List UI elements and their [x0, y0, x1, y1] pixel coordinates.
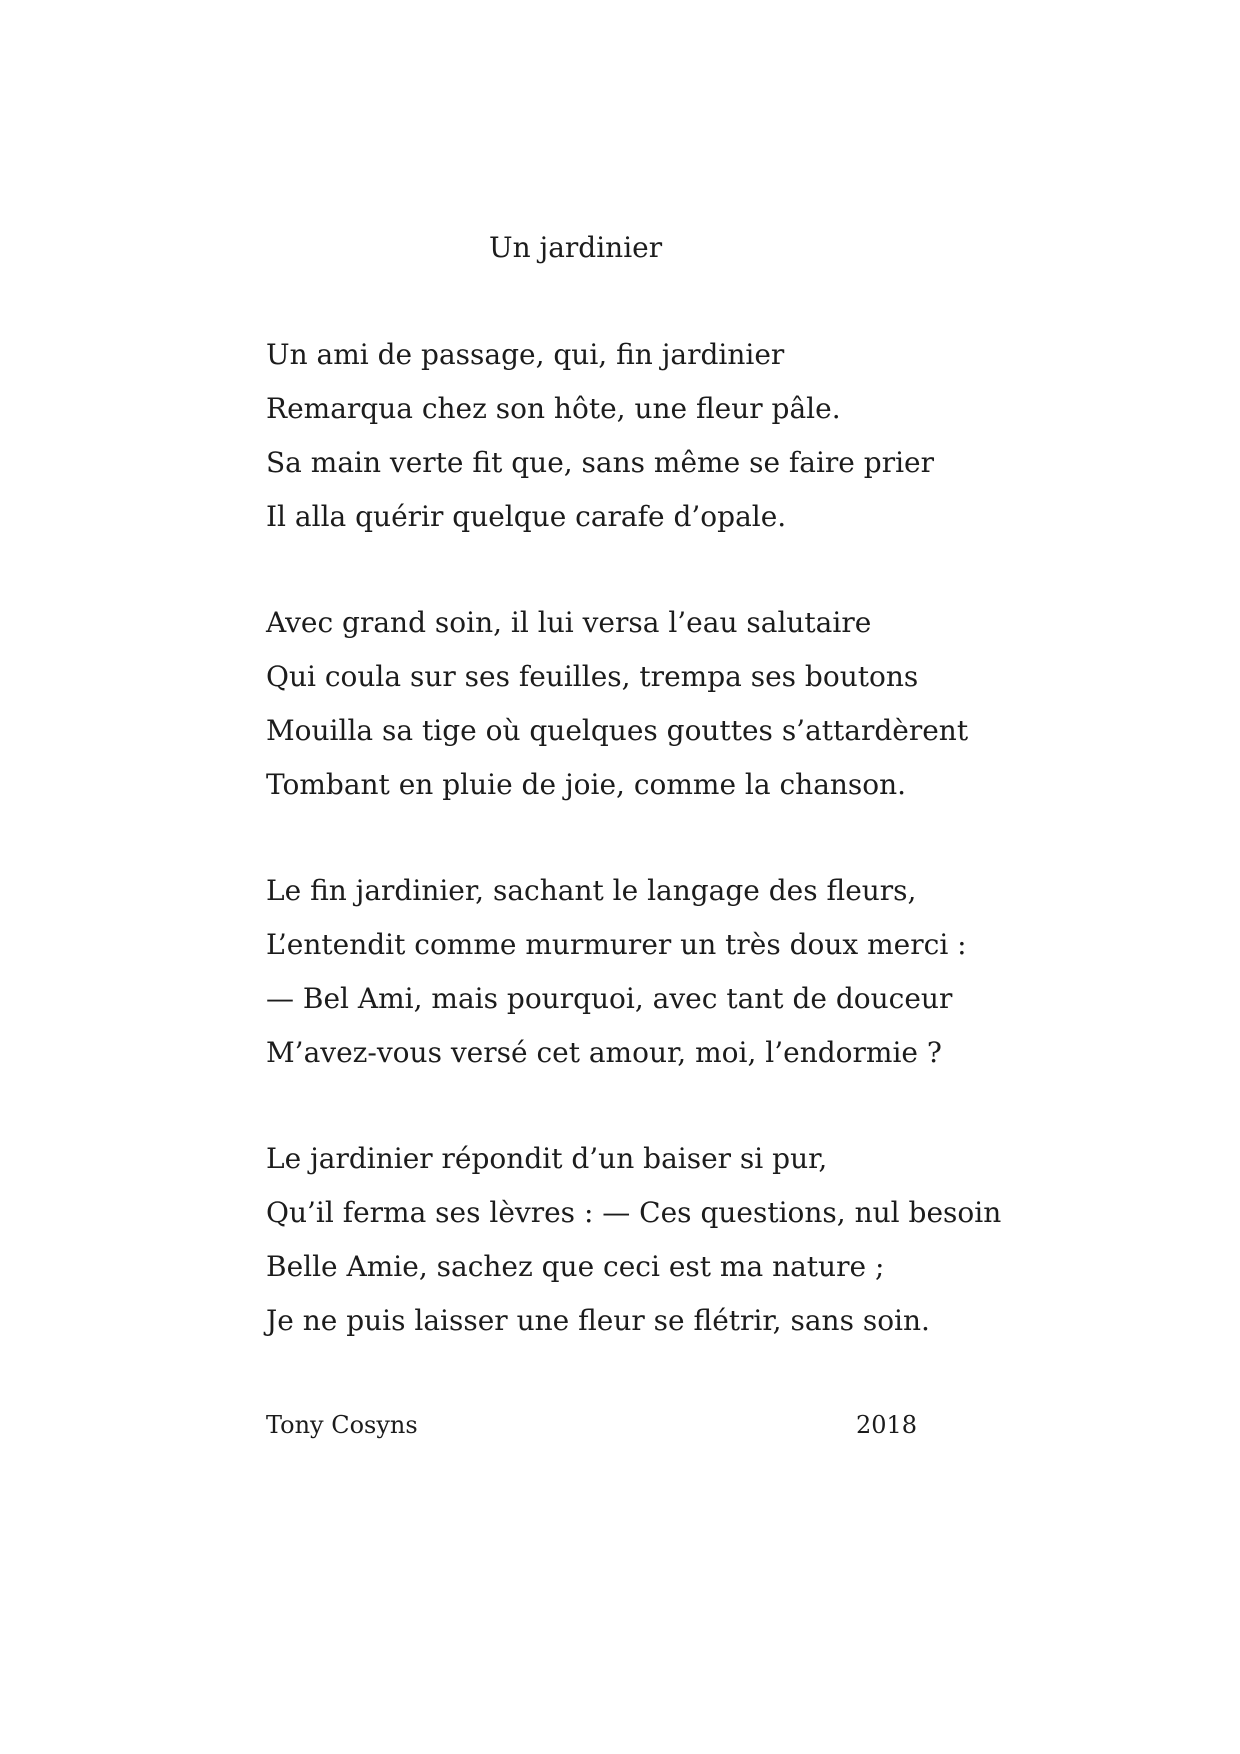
poem-line: Sa main verte fit que, sans même se faire prier: [266, 446, 934, 479]
poem-title: Un jardinier: [489, 231, 663, 264]
poem-line: M’avez-vous versé cet amour, moi, l’endormie ?: [266, 1036, 942, 1069]
poem-line: Un ami de passage, qui, fin jardinier: [266, 338, 785, 371]
poem-line: Le fin jardinier, sachant le langage des fleurs,: [266, 874, 917, 907]
stanza-1: [266, 328, 934, 544]
poem-year: 2018: [856, 1411, 918, 1439]
poem-line: L’entendit comme murmurer un très doux merci :: [266, 928, 967, 961]
stanza-2: [266, 596, 968, 812]
poem-author: Tony Cosyns: [266, 1411, 418, 1439]
poem-line: Avec grand soin, il lui versa l’eau salutaire: [266, 606, 872, 639]
poem-line: Belle Amie, sachez que ceci est ma nature ;: [266, 1250, 885, 1283]
poem-line: Le jardinier répondit d’un baiser si pur,: [266, 1142, 828, 1175]
poem-line: Je ne puis laisser une fleur se flétrir, sans soin.: [266, 1304, 930, 1337]
poem-line: Qu’il ferma ses lèvres : — Ces questions, nul besoin: [266, 1196, 1002, 1229]
poem-line: Remarqua chez son hôte, une fleur pâle.: [266, 392, 841, 425]
poem-line: Il alla quérir quelque carafe d’opale.: [266, 500, 787, 533]
stanza-4: [266, 1132, 1001, 1348]
poem-line: Mouilla sa tige où quelques gouttes s’attardèrent: [266, 714, 969, 747]
stanza-3: [266, 864, 967, 1080]
poem-line: Tombant en pluie de joie, comme la chanson.: [266, 768, 907, 801]
poem-line: — Bel Ami, mais pourquoi, avec tant de douceur: [266, 982, 953, 1015]
poem-line: Qui coula sur ses feuilles, trempa ses boutons: [266, 660, 919, 693]
